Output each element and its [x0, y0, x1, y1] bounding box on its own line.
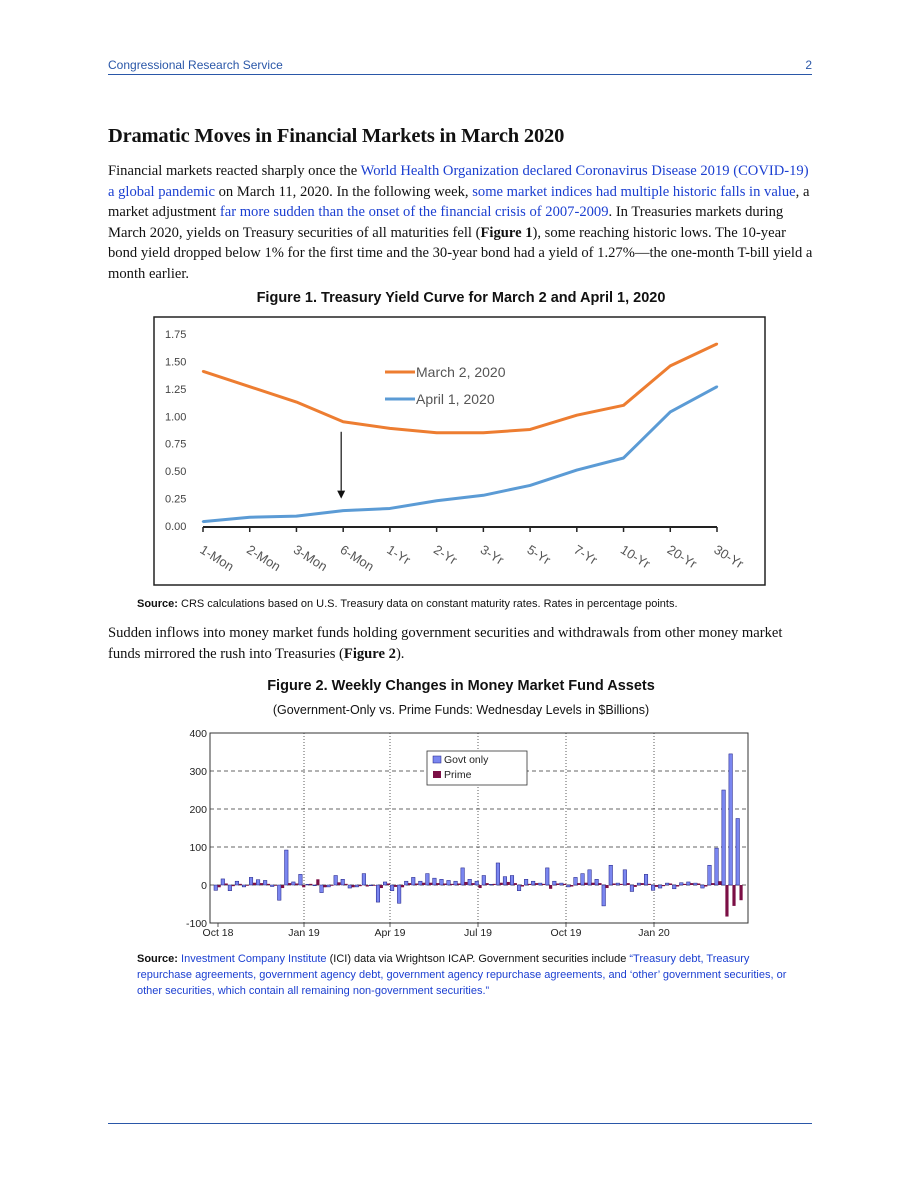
- govt-bar: [249, 877, 253, 885]
- prime-bar: [732, 885, 735, 906]
- legend-label: March 2, 2020: [416, 364, 506, 380]
- x-tick-label: 10-Yr: [617, 541, 653, 572]
- source-label: Source:: [137, 953, 178, 965]
- data-point: [529, 428, 531, 430]
- prime-bar: [380, 885, 383, 888]
- x-tick-label: 3-Mon: [290, 541, 331, 575]
- govt-bar: [531, 881, 535, 885]
- prime-bar: [627, 883, 630, 885]
- prime-bar: [316, 879, 319, 885]
- x-tick-label: Jul 19: [463, 927, 493, 939]
- govt-bar: [503, 877, 507, 885]
- prime-bar: [549, 885, 552, 889]
- govt-bar: [270, 885, 274, 887]
- govt-bar: [235, 881, 239, 885]
- financial-crisis-link[interactable]: far more sudden than the onset of the financial crisis of 2007-2009: [219, 204, 609, 221]
- govt-bar: [672, 885, 676, 889]
- prime-bar: [359, 885, 362, 886]
- prime-bar: [408, 883, 411, 885]
- govt-bar: [475, 881, 479, 885]
- prime-bar: [704, 885, 707, 887]
- prime-bar: [613, 883, 616, 885]
- govt-bar: [355, 885, 359, 887]
- prime-bar: [676, 885, 679, 887]
- paragraph-1: [108, 161, 814, 285]
- prime-bar: [387, 883, 390, 885]
- prime-bar: [246, 885, 249, 886]
- prime-bar: [443, 883, 446, 885]
- data-point: [482, 432, 484, 434]
- prime-bar: [493, 884, 496, 885]
- govt-bar: [651, 885, 655, 890]
- text-run: ).: [395, 645, 405, 662]
- govt-bar: [567, 885, 571, 887]
- govt-bar: [383, 882, 387, 885]
- prime-bar: [479, 885, 482, 888]
- govt-bar: [454, 881, 458, 885]
- data-point: [342, 421, 344, 423]
- x-tick-label: 1-Mon: [197, 541, 237, 575]
- govt-bar: [708, 865, 712, 885]
- y-tick-label: 300: [189, 766, 207, 778]
- data-point: [295, 401, 297, 403]
- y-tick-label: 0.25: [165, 493, 187, 506]
- text-run: , a market adjustment: [108, 183, 810, 221]
- market-indices-link[interactable]: some market indices had multiple historic falls in value: [472, 183, 796, 200]
- x-tick-label: 20-Yr: [664, 541, 700, 572]
- govt-bar: [694, 883, 698, 885]
- prime-bar: [422, 883, 425, 885]
- y-tick-label: 1.75: [165, 329, 187, 342]
- govt-bar: [665, 883, 669, 885]
- y-tick-label: 1.00: [165, 411, 187, 424]
- prime-bar: [239, 884, 242, 885]
- prime-bar: [507, 882, 510, 885]
- govt-bar: [595, 879, 599, 885]
- y-tick-label: 1.50: [165, 356, 187, 369]
- prime-bar: [323, 885, 326, 887]
- govt-bar: [228, 885, 232, 891]
- govt-bar: [426, 874, 430, 885]
- figure-1-title: Figure 1. Treasury Yield Curve for March 2 and April 1, 2020: [256, 290, 666, 306]
- data-point: [669, 365, 671, 367]
- govt-bar: [609, 865, 613, 885]
- legend-label-govt: Govt only: [444, 754, 489, 766]
- y-tick-label: 400: [189, 728, 207, 740]
- source-text: (ICI) data via Wrightson ICAP. Government securities include: [326, 953, 630, 965]
- prime-bar: [556, 883, 559, 885]
- govt-bar: [299, 874, 303, 885]
- text-run: on March 11, 2020. In the following week,: [214, 183, 473, 200]
- govt-bar: [715, 848, 719, 885]
- government-securities-link[interactable]: “Treasury debt, Treasury repurchase agreements, government agency debt, government agency repurchase agreements, and ‘other’ government securities, or other securities, which contain all remaining non-government securities.”: [137, 953, 787, 997]
- y-tick-label: 100: [189, 842, 207, 854]
- prime-bar: [500, 883, 503, 885]
- prime-bar: [218, 885, 221, 887]
- data-point: [529, 484, 531, 486]
- govt-bar: [221, 879, 225, 885]
- prime-bar: [436, 883, 439, 885]
- figure-2-reference: Figure 2: [343, 645, 396, 662]
- header-rule: [108, 74, 812, 75]
- govt-bar: [616, 883, 620, 885]
- figure-2-subtitle: (Government-Only vs. Prime Funds: Wednesday Levels in $Billions): [272, 703, 650, 717]
- prime-bar: [457, 883, 460, 885]
- x-tick-label: Oct 19: [550, 927, 582, 939]
- x-tick-label: 2-Mon: [244, 541, 284, 575]
- govt-bar: [263, 880, 267, 885]
- text-run: Sudden inflows into money market funds holding government securities and withdrawals from other money market funds mirrored the rush into Treasuries (: [108, 625, 783, 662]
- govt-bar: [729, 754, 733, 885]
- data-point: [249, 516, 251, 518]
- govt-bar: [214, 885, 218, 890]
- prime-bar: [344, 884, 347, 885]
- prime-bar: [570, 885, 573, 887]
- govt-bar: [623, 870, 627, 885]
- prime-bar: [711, 883, 714, 885]
- prime-bar: [535, 883, 538, 885]
- prime-bar: [697, 883, 700, 885]
- x-tick-label: 5-Yr: [524, 541, 554, 568]
- prime-bar: [330, 885, 333, 886]
- govt-bar: [419, 881, 423, 885]
- legend-swatch-govt: [433, 756, 441, 763]
- y-tick-label: 1.25: [165, 383, 187, 396]
- govt-bar: [630, 885, 634, 891]
- data-point: [576, 414, 578, 416]
- legend-label-prime: Prime: [444, 769, 472, 781]
- prime-bar: [295, 883, 298, 885]
- prime-bar: [337, 882, 340, 885]
- govt-bar: [256, 880, 260, 885]
- data-point: [389, 427, 391, 429]
- prime-bar: [577, 883, 580, 885]
- prime-bar: [620, 884, 623, 885]
- data-point: [716, 343, 718, 345]
- govt-bar: [461, 868, 465, 885]
- govt-bar: [362, 874, 366, 885]
- prime-bar: [429, 883, 432, 885]
- prime-bar: [584, 883, 587, 885]
- prime-bar: [598, 883, 601, 885]
- govt-bar: [320, 885, 324, 893]
- who-pandemic-link[interactable]: World Health Organization declared Coronavirus Disease 2019 (COVID-19) a global pandemic: [108, 163, 809, 200]
- govt-bar: [482, 876, 486, 886]
- prime-bar: [521, 885, 524, 887]
- prime-bar: [232, 885, 235, 886]
- govt-bar: [538, 883, 542, 885]
- figure-2-title: Figure 2. Weekly Changes in Money Market Fund Assets: [267, 678, 655, 694]
- prime-bar: [471, 883, 474, 885]
- prime-bar: [542, 884, 545, 885]
- govt-bar: [376, 885, 380, 902]
- source-text: CRS calculations based on U.S. Treasury data on constant maturity rates. Rates in percentage points.: [177, 598, 678, 610]
- data-point: [576, 469, 578, 471]
- ici-link[interactable]: Investment Company Institute: [181, 953, 327, 965]
- govt-bar: [292, 882, 296, 885]
- y-tick-label: 0.75: [165, 438, 187, 451]
- govt-bar: [680, 883, 684, 885]
- data-point: [202, 520, 204, 522]
- x-tick-label: Jan 19: [288, 927, 320, 939]
- prime-bar: [514, 883, 517, 885]
- prime-bar: [274, 885, 277, 886]
- govt-bar: [447, 880, 451, 885]
- govt-bar: [489, 884, 493, 885]
- y-tick-label: 0.50: [165, 466, 187, 479]
- govt-bar: [736, 819, 740, 886]
- data-point: [622, 457, 624, 459]
- govt-bar: [517, 885, 521, 891]
- prime-bar: [683, 884, 686, 885]
- prime-bar: [464, 882, 467, 885]
- prime-bar: [450, 884, 453, 885]
- prime-bar: [662, 885, 665, 886]
- govt-bar: [560, 883, 564, 885]
- govt-bar: [306, 884, 310, 885]
- source-label: Source:: [137, 598, 178, 610]
- prime-bar: [373, 885, 376, 886]
- data-point: [389, 507, 391, 509]
- y-tick-label: 0: [201, 880, 207, 892]
- text-run: ), some reaching historic lows. The 10-year bond yield dropped below 1% for the first time and the 30-year bond had a yield of 1.27%—the one-month T-bill yield a month earlier.: [108, 224, 813, 282]
- figure-2-source: [137, 951, 797, 999]
- prime-bar: [718, 881, 721, 885]
- x-tick-label: 3-Yr: [477, 541, 507, 568]
- yield-curve-chart: [153, 316, 766, 586]
- prime-bar: [591, 883, 594, 885]
- govt-bar: [433, 878, 437, 885]
- prime-bar: [309, 884, 312, 885]
- prime-bar: [281, 885, 284, 888]
- x-tick-label: Oct 18: [202, 927, 234, 939]
- prime-bar: [225, 883, 228, 885]
- x-tick-label: 6-Mon: [337, 541, 377, 575]
- data-point: [342, 509, 344, 511]
- prime-bar: [669, 883, 672, 885]
- prime-bar: [267, 884, 270, 885]
- prime-bar: [634, 885, 637, 887]
- data-point: [435, 432, 437, 434]
- govt-bar: [277, 885, 281, 900]
- footer-rule: [108, 1123, 812, 1124]
- govt-bar: [588, 870, 592, 885]
- govt-bar: [390, 885, 394, 891]
- govt-bar: [285, 850, 289, 885]
- govt-bar: [553, 881, 557, 885]
- y-tick-label: 200: [189, 804, 207, 816]
- paragraph-2: [108, 623, 814, 664]
- figure-1-reference: Figure 1: [480, 224, 533, 241]
- govt-bar: [687, 882, 691, 885]
- prime-bar: [725, 885, 728, 917]
- section-heading: Dramatic Moves in Financial Markets in March 2020: [108, 125, 565, 147]
- text-run: Financial markets reacted sharply once the: [108, 163, 361, 179]
- govt-bar: [327, 885, 331, 887]
- govt-bar: [341, 879, 345, 885]
- prime-bar: [352, 885, 355, 887]
- govt-bar: [334, 876, 338, 886]
- govt-bar: [581, 874, 585, 885]
- govt-bar: [369, 885, 373, 886]
- govt-bar: [722, 790, 726, 885]
- money-market-chart: [185, 725, 760, 947]
- govt-bar: [574, 877, 578, 885]
- data-point: [202, 370, 204, 372]
- data-point: [435, 500, 437, 502]
- data-point: [622, 404, 624, 406]
- govt-bar: [411, 877, 415, 885]
- prime-bar: [260, 883, 263, 885]
- x-tick-label: 2-Yr: [431, 541, 460, 568]
- running-header: Congressional Research Service: [108, 58, 283, 72]
- text-run: . In Treasuries markets during March 2020, yields on Treasury securities of all maturities fell (: [108, 204, 784, 241]
- govt-bar: [397, 885, 401, 903]
- data-point: [295, 515, 297, 517]
- govt-bar: [658, 885, 662, 888]
- data-point: [669, 411, 671, 413]
- figure-1-source: [137, 596, 797, 612]
- govt-bar: [524, 879, 528, 885]
- page-number: 2: [805, 58, 812, 72]
- govt-bar: [496, 863, 500, 885]
- legend-swatch-prime: [433, 771, 441, 778]
- prime-bar: [415, 883, 418, 885]
- govt-bar: [348, 885, 352, 888]
- prime-bar: [690, 883, 693, 885]
- x-tick-label: 1-Yr: [384, 541, 414, 568]
- x-tick-label: Jan 20: [638, 927, 670, 939]
- govt-bar: [637, 883, 641, 885]
- data-point: [716, 385, 718, 387]
- prime-bar: [528, 884, 531, 885]
- legend-label: April 1, 2020: [416, 391, 495, 407]
- prime-bar: [253, 883, 256, 885]
- prime-bar: [366, 885, 369, 887]
- govt-bar: [510, 876, 514, 886]
- y-tick-label: -100: [185, 918, 207, 930]
- prime-bar: [288, 883, 291, 885]
- prime-bar: [302, 885, 305, 887]
- x-tick-label: 7-Yr: [571, 541, 601, 568]
- prime-bar: [486, 883, 489, 885]
- prime-bar: [605, 885, 608, 888]
- govt-bar: [644, 874, 648, 885]
- prime-bar: [648, 884, 651, 885]
- prime-bar: [641, 883, 644, 885]
- govt-bar: [404, 881, 408, 885]
- data-point: [482, 494, 484, 496]
- govt-bar: [468, 879, 472, 885]
- x-tick-label: Apr 19: [374, 927, 406, 939]
- govt-bar: [440, 879, 444, 885]
- prime-bar: [401, 885, 404, 887]
- prime-bar: [563, 884, 566, 885]
- prime-bar: [739, 885, 742, 900]
- prime-bar: [394, 885, 397, 887]
- govt-bar: [242, 885, 246, 887]
- govt-bar: [313, 885, 317, 886]
- govt-bar: [701, 885, 705, 888]
- data-point: [249, 385, 251, 387]
- govt-bar: [546, 868, 550, 885]
- govt-bar: [602, 885, 606, 906]
- x-tick-label: 30-Yr: [711, 541, 747, 572]
- y-tick-label: 0.00: [165, 521, 187, 533]
- prime-bar: [655, 885, 658, 887]
